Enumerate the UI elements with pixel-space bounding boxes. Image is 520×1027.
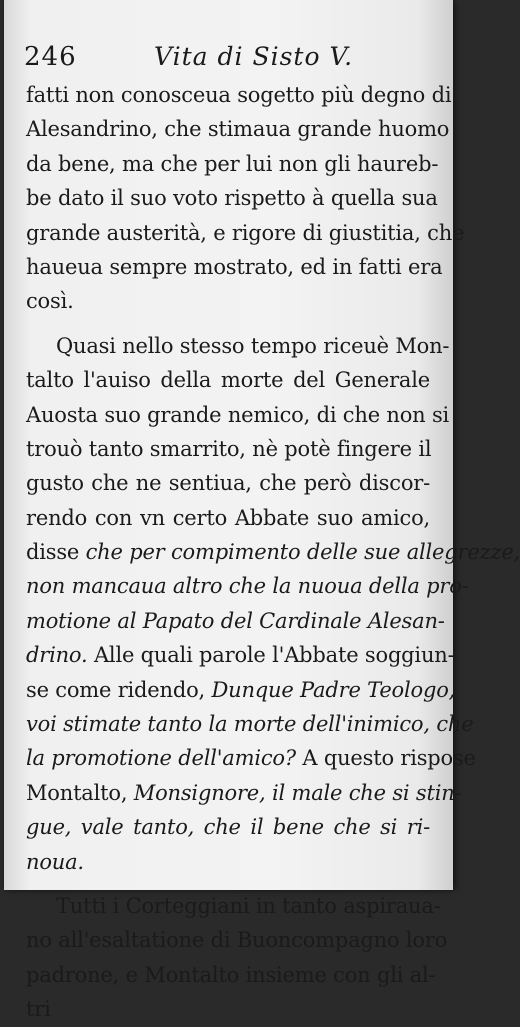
roman-text: haueua sempre mostrato, ed in fatti era: [26, 254, 443, 279]
roman-text: trouò tanto smarrito, nè potè fingere il: [26, 436, 432, 461]
text-line: [26, 707, 474, 741]
roman-text: grande austerità, e rigore di giustitia, che: [26, 220, 465, 245]
italic-text: gue, vale tanto, che il bene che si ri-: [26, 815, 430, 840]
text-line: [26, 958, 436, 992]
roman-text: disse: [26, 540, 86, 565]
text-line: [26, 535, 520, 569]
text-line: [26, 673, 456, 707]
roman-text: be dato il suo voto rispetto à quella sua: [26, 186, 438, 211]
italic-text: voi stimate tanto la morte dell'inimico, che: [26, 712, 474, 737]
text-line: [26, 776, 462, 810]
text-line: [26, 216, 465, 250]
text-line: [26, 250, 443, 284]
book-page: [4, 0, 520, 1022]
text-line: [26, 466, 430, 500]
text-line: [26, 181, 438, 215]
roman-text: se come ridendo,: [26, 677, 212, 702]
text-line: [26, 363, 430, 397]
text-line: [26, 741, 476, 775]
body-text: [26, 78, 520, 1027]
roman-text: Montalto,: [26, 780, 134, 805]
paragraph: [26, 889, 448, 1027]
text-line: [26, 923, 448, 957]
roman-text: così.: [26, 289, 74, 314]
running-title: Vita di Sisto V.: [154, 42, 354, 71]
italic-text: Dunque Padre Teologo,: [211, 677, 456, 702]
text-line: [26, 604, 445, 638]
text-line: [26, 810, 430, 844]
text-line: [26, 845, 430, 879]
text-line: [26, 889, 441, 923]
paragraph-gap: [26, 879, 430, 889]
text-line: [26, 112, 450, 146]
page-number: 246: [24, 42, 77, 72]
text-line: [26, 398, 450, 432]
text-line: [26, 992, 430, 1026]
roman-text: rendo con vn certo Abbate suo amico,: [26, 505, 430, 530]
text-line: [26, 432, 430, 466]
roman-text: A questo rispose: [295, 746, 476, 771]
text-line: [26, 569, 469, 603]
italic-text: Monsignore, il male che si stin-: [133, 780, 462, 805]
italic-text: che per compimento delle sue allegrezze,: [85, 540, 520, 565]
italic-text: non mancaua altro che la nuoua della pro-: [26, 574, 469, 599]
text-line: [26, 147, 439, 181]
italic-text: noua.: [26, 849, 84, 874]
text-line: [26, 638, 455, 672]
text-line: [26, 501, 430, 535]
roman-text: da bene, ma che per lui non gli haureb-: [26, 151, 439, 176]
italic-text: motione al Papato del Cardinale Alesan-: [26, 608, 445, 633]
paragraph: [26, 78, 465, 319]
text-line: [26, 284, 430, 318]
text-line: [26, 78, 452, 112]
italic-text: drino.: [26, 643, 88, 668]
roman-text: Alle quali parole l'Abbate soggiun-: [87, 643, 455, 668]
roman-text: padrone, e Montalto insieme con gli al-: [26, 962, 436, 987]
paragraph-gap: [26, 319, 430, 329]
roman-text: Auosta suo grande nemico, di che non si: [26, 402, 450, 427]
roman-text: fatti non conosceua sogetto più degno di: [26, 83, 452, 107]
roman-text: talto l'auiso della morte del Generale: [26, 368, 430, 393]
roman-text: Quasi nello stesso tempo riceuè Mon-: [56, 333, 450, 358]
italic-text: la promotione dell'amico?: [26, 746, 296, 771]
roman-text: no all'esaltatione di Buoncompagno loro: [26, 928, 448, 953]
roman-text: gusto che ne sentiua, che però discor-: [26, 471, 430, 496]
text-line: [26, 329, 450, 363]
roman-text: Tutti i Corteggiani in tanto aspirauа-: [56, 893, 441, 918]
roman-text: Alesandrino, che stimaua grande huomo: [26, 117, 450, 142]
page-header: [24, 42, 434, 78]
roman-text: tri: [26, 997, 51, 1022]
paragraph: [26, 329, 520, 879]
